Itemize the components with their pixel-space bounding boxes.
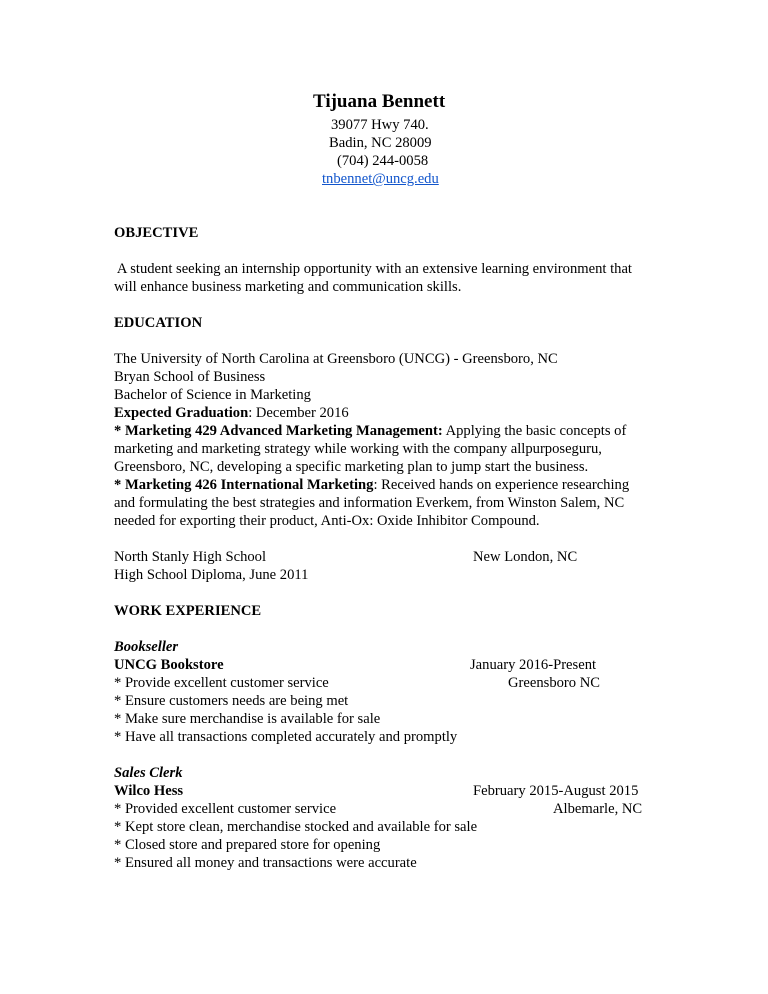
graduation-date: : December 2016: [248, 405, 349, 421]
high-school-line: [114, 548, 674, 566]
course-1-text: marketing and marketing strategy while working with the company allpurposeguru,: [114, 441, 602, 457]
course-1-text: Applying the basic concepts of: [442, 423, 627, 439]
address-line-2: Badin, NC 28009: [329, 135, 432, 151]
business-school: Bryan School of Business: [114, 369, 266, 385]
objective-line: will enhance business marketing and communication skills.: [114, 279, 462, 295]
job-1-employer-line: [114, 656, 674, 674]
phone-number: (704) 244-0058: [337, 153, 429, 169]
job-2-bullet: * Kept store clean, merchandise stocked and available for sale: [114, 819, 478, 835]
job-2-bullet-text: * Provided excellent customer service: [114, 801, 337, 817]
job-1-employer: UNCG Bookstore: [114, 657, 224, 673]
job-2-dates: February 2015-August 2015: [473, 783, 639, 799]
job-1-bullet-text: * Provide excellent customer service: [114, 675, 329, 691]
candidate-name: Tijuana Bennett: [313, 91, 446, 112]
objective-line: A student seeking an internship opportunity with an extensive learning environment that: [114, 261, 632, 277]
course-2-text: needed for exporting their product, Anti-Ox: Oxide Inhibitor Compound.: [114, 513, 540, 529]
job-1-bullet: * Ensure customers needs are being met: [114, 693, 349, 709]
objective-heading: OBJECTIVE: [114, 225, 199, 241]
job-1-bullet: * Make sure merchandise is available for sale: [114, 711, 381, 727]
job-2-bullet: * Closed store and prepared store for opening: [114, 837, 381, 853]
course-2-text: and formulating the best strategies and information Everkem, from Winston Salem, NC: [114, 495, 625, 511]
job-2-bullet: * Ensured all money and transactions were accurate: [114, 855, 417, 871]
course-1-line: [114, 422, 674, 440]
job-1-title: Bookseller: [114, 639, 179, 655]
high-school-location: New London, NC: [473, 549, 578, 565]
job-1-bullet: [114, 674, 674, 692]
job-1-dates: January 2016-Present: [470, 657, 597, 673]
address-line-1: 39077 Hwy 740.: [331, 117, 429, 133]
job-2-employer-line: [114, 782, 674, 800]
course-1-text: Greensboro, NC, developing a specific marketing plan to jump start the business.: [114, 459, 589, 475]
graduation-label: Expected Graduation: [114, 405, 249, 421]
high-school-name: North Stanly High School: [114, 549, 267, 565]
university-name: The University of North Carolina at Greensboro (UNCG) - Greensboro, NC: [114, 351, 558, 367]
education-heading: EDUCATION: [114, 315, 203, 331]
email-link[interactable]: tnbennet@uncg.edu: [322, 171, 439, 187]
course-2-title: * Marketing 426 International Marketing: [114, 477, 374, 493]
job-2-location: Albemarle, NC: [553, 801, 643, 817]
job-2-bullet: [114, 800, 674, 818]
resume-body: [114, 224, 674, 872]
job-2-title: Sales Clerk: [114, 765, 183, 781]
course-2-line: [114, 476, 674, 494]
job-1-location: Greensboro NC: [508, 675, 601, 691]
graduation-line: [114, 404, 674, 422]
work-experience-heading: WORK EXPERIENCE: [114, 603, 262, 619]
job-1-bullet: * Have all transactions completed accurately and promptly: [114, 729, 458, 745]
job-2-employer: Wilco Hess: [114, 783, 184, 799]
course-2-text: : Received hands on experience researching: [373, 477, 630, 493]
high-school-diploma: High School Diploma, June 2011: [114, 567, 309, 583]
course-1-title: * Marketing 429 Advanced Marketing Management:: [114, 423, 443, 439]
degree: Bachelor of Science in Marketing: [114, 387, 311, 403]
